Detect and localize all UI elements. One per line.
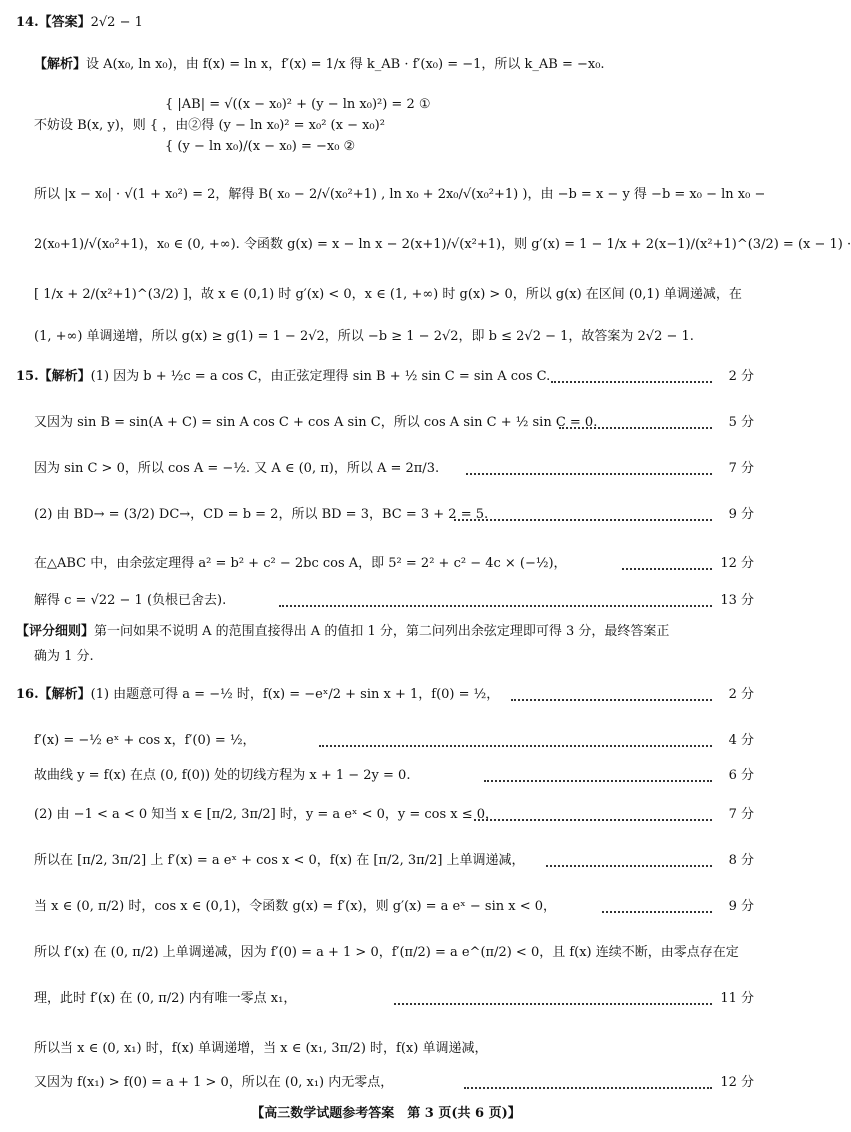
q14-analysis-line-3 [34, 186, 766, 204]
q16-points-4: 7 分 [725, 806, 754, 824]
q16-line-3 [34, 767, 754, 785]
q15-line-2 [34, 414, 754, 432]
q15-points-5: 12 分 [716, 555, 754, 573]
q16-line-6 [34, 898, 754, 916]
q15-points-3: 7 分 [725, 460, 754, 478]
q16-line-1 [16, 686, 754, 704]
q15-rubric-line-2 [34, 648, 754, 666]
q16-line-7 [34, 944, 754, 962]
q15-text-4: (2) 由 BD→ = (3/2) DC→，CD = b = 2，所以 BD = 3，BC = 3 + 2 = 5. [34, 507, 489, 522]
q16-text-5: 所以在 [π/2, 3π/2] 上 f′(x) = a eˣ + cos x < 0，f(x) 在 [π/2, 3π/2] 上单调递减， [34, 853, 525, 868]
leader-dots [551, 363, 712, 383]
q15-rubric-text-2: 确为 1 分. [34, 649, 94, 664]
q14-text-6: (1, +∞) 单调递增，所以 g(x) ≥ g(1) = 1 − 2√2，所以 −b ≥ 1 − 2√2，即 b ≤ 2√2 − 1，故答案为 2√2 − 1. [34, 329, 694, 344]
q14-system-eq-2 [165, 138, 754, 156]
q15-line-4 [34, 506, 754, 524]
q15-line-1 [16, 368, 754, 386]
leader-dots [464, 1069, 712, 1089]
q14-eq-2: { (y − ln x₀)/(x − x₀) = −x₀ ② [165, 139, 356, 154]
page-footer: 【高三数学试题参考答案 第 3 页(共 6 页)】 [251, 1106, 521, 1121]
q16-points-2: 4 分 [725, 732, 754, 750]
leader-dots [546, 847, 712, 867]
q16-points-6: 9 分 [725, 898, 754, 916]
q14-text-2: 不妨设 B(x, y)，则 { ，由②得 (y − ln x₀)² = x₀² (x − x₀)² [34, 118, 385, 133]
leader-dots [474, 801, 712, 821]
q16-line-10 [34, 1074, 754, 1092]
leader-dots [279, 587, 712, 607]
q14-analysis-line-2 [34, 117, 754, 135]
q16-points-10: 12 分 [716, 1074, 754, 1092]
q14-text-3: 所以 |x − x₀| · √(1 + x₀²) = 2，解得 B( x₀ − 2/√(x₀²+1) , ln x₀ + 2x₀/√(x₀²+1) )，由 −b = x − y 得 −b = x₀ − ln x₀ − [34, 187, 766, 202]
q14-answer-line [16, 14, 754, 32]
q16-line-9 [34, 1040, 754, 1058]
q15-text-6: 解得 c = √22 − 1 (负根已舍去). [34, 593, 227, 608]
q14-analysis-line-4 [34, 236, 851, 254]
leader-dots [466, 455, 712, 475]
leader-dots [511, 681, 712, 701]
q15-rubric-text-1: 第一问如果不说明 A 的范围直接得出 A 的值扣 1 分，第二问列出余弦定理即可得 3 分，最终答案正 [94, 624, 670, 639]
leader-dots [394, 985, 712, 1005]
q16-line-4 [34, 806, 754, 824]
q16-tag: 16.【解析】 [16, 687, 91, 702]
q14-eq-1: { |AB| = √((x − x₀)² + (y − ln x₀)²) = 2 ① [165, 97, 431, 112]
q16-text-9: 所以当 x ∈ (0, x₁) 时，f(x) 单调递增，当 x ∈ (x₁, 3π/2) 时，f(x) 单调递减， [34, 1041, 488, 1056]
q16-line-8 [34, 990, 754, 1008]
q15-points-6: 13 分 [716, 592, 754, 610]
leader-dots [622, 550, 712, 570]
leader-dots [454, 501, 712, 521]
q16-text-7: 所以 f′(x) 在 (0, π/2) 上单调递减，因为 f′(0) = a + 1 > 0，f′(π/2) = a e^(π/2) < 0，且 f(x) 连续不断，由零点存在定 [34, 945, 739, 960]
q15-text-5: 在△ABC 中，由余弦定理得 a² = b² + c² − 2bc cos A，即 5² = 2² + c² − 4c × (−½)， [34, 556, 567, 571]
leader-dots [319, 727, 712, 747]
q14-answer-tag: 14.【答案】 [16, 15, 91, 30]
q15-points-2: 5 分 [725, 414, 754, 432]
q14-analysis-tag: 【解析】 [34, 57, 87, 72]
q15-rubric-tag: 【评分细则】 [16, 624, 95, 639]
q15-tag: 15.【解析】 [16, 369, 91, 384]
q14-text-5: [ 1/x + 2/(x²+1)^(3/2) ]，故 x ∈ (0,1) 时 g′(x) < 0，x ∈ (1, +∞) 时 g(x) > 0，所以 g(x) 在区间 (0,1) 单调递减，在 [34, 287, 742, 302]
q16-points-1: 2 分 [725, 686, 754, 704]
leader-dots [602, 893, 712, 913]
q16-text-4: (2) 由 −1 < a < 0 知当 x ∈ [π/2, 3π/2] 时，y = a eˣ < 0，y = cos x ≤ 0， [34, 807, 499, 822]
q14-text-1: 设 A(x₀, ln x₀)，由 f(x) = ln x，f′(x) = 1/x 得 k_AB · f′(x₀) = −1，所以 k_AB = −x₀. [86, 57, 605, 72]
leader-dots [559, 409, 712, 429]
q15-text-2: 又因为 sin B = sin(A + C) = sin A cos C + cos A sin C，所以 cos A sin C + ½ sin C = 0. [34, 415, 598, 430]
q16-text-2: f′(x) = −½ eˣ + cos x，f′(0) = ½， [34, 733, 256, 748]
q14-answer-value: 2√2 − 1 [90, 15, 143, 30]
q15-line-3 [34, 460, 754, 478]
q14-text-4: 2(x₀+1)/√(x₀²+1)，x₀ ∈ (0, +∞). 令函数 g(x) = x − ln x − 2(x+1)/√(x²+1)，则 g′(x) = 1 − 1/x + 2(x−1)/(x²+1)^(3/2) = (x − 1) · [34, 237, 851, 252]
q16-text-1: (1) 由题意可得 a = −½ 时，f(x) = −eˣ/2 + sin x + 1，f(0) = ½， [90, 687, 500, 702]
leader-dots [484, 762, 712, 782]
q14-analysis-line-5 [34, 286, 754, 304]
q15-text-3: 因为 sin C > 0，所以 cos A = −½. 又 A ∈ (0, π)，所以 A = 2π/3. [34, 461, 440, 476]
q15-line-6 [34, 592, 754, 610]
q16-text-10: 又因为 f(x₁) > f(0) = a + 1 > 0，所以在 (0, x₁) 内无零点， [34, 1075, 394, 1090]
q16-points-8: 11 分 [716, 990, 754, 1008]
q16-text-6: 当 x ∈ (0, π/2) 时，cos x ∈ (0,1)，令函数 g(x) = f′(x)，则 g′(x) = a eˣ − sin x < 0， [34, 899, 557, 914]
q16-points-5: 8 分 [725, 852, 754, 870]
q16-text-8: 理，此时 f′(x) 在 (0, π/2) 内有唯一零点 x₁， [34, 991, 297, 1006]
q16-line-5 [34, 852, 754, 870]
q15-points-1: 2 分 [725, 368, 754, 386]
q16-line-2 [34, 732, 754, 750]
q16-text-3: 故曲线 y = f(x) 在点 (0, f(0)) 处的切线方程为 x + 1 − 2y = 0. [34, 768, 411, 783]
q15-rubric-line-1 [16, 623, 754, 641]
q14-system-eq-1 [165, 96, 754, 114]
q15-points-4: 9 分 [725, 506, 754, 524]
q14-analysis-line-6 [34, 328, 754, 346]
q15-text-1: (1) 因为 b + ½c = a cos C，由正弦定理得 sin B + ½ sin C = sin A cos C. [90, 369, 551, 384]
q15-line-5 [34, 555, 754, 573]
q16-points-3: 6 分 [725, 767, 754, 785]
q14-analysis-line-1 [34, 56, 754, 74]
